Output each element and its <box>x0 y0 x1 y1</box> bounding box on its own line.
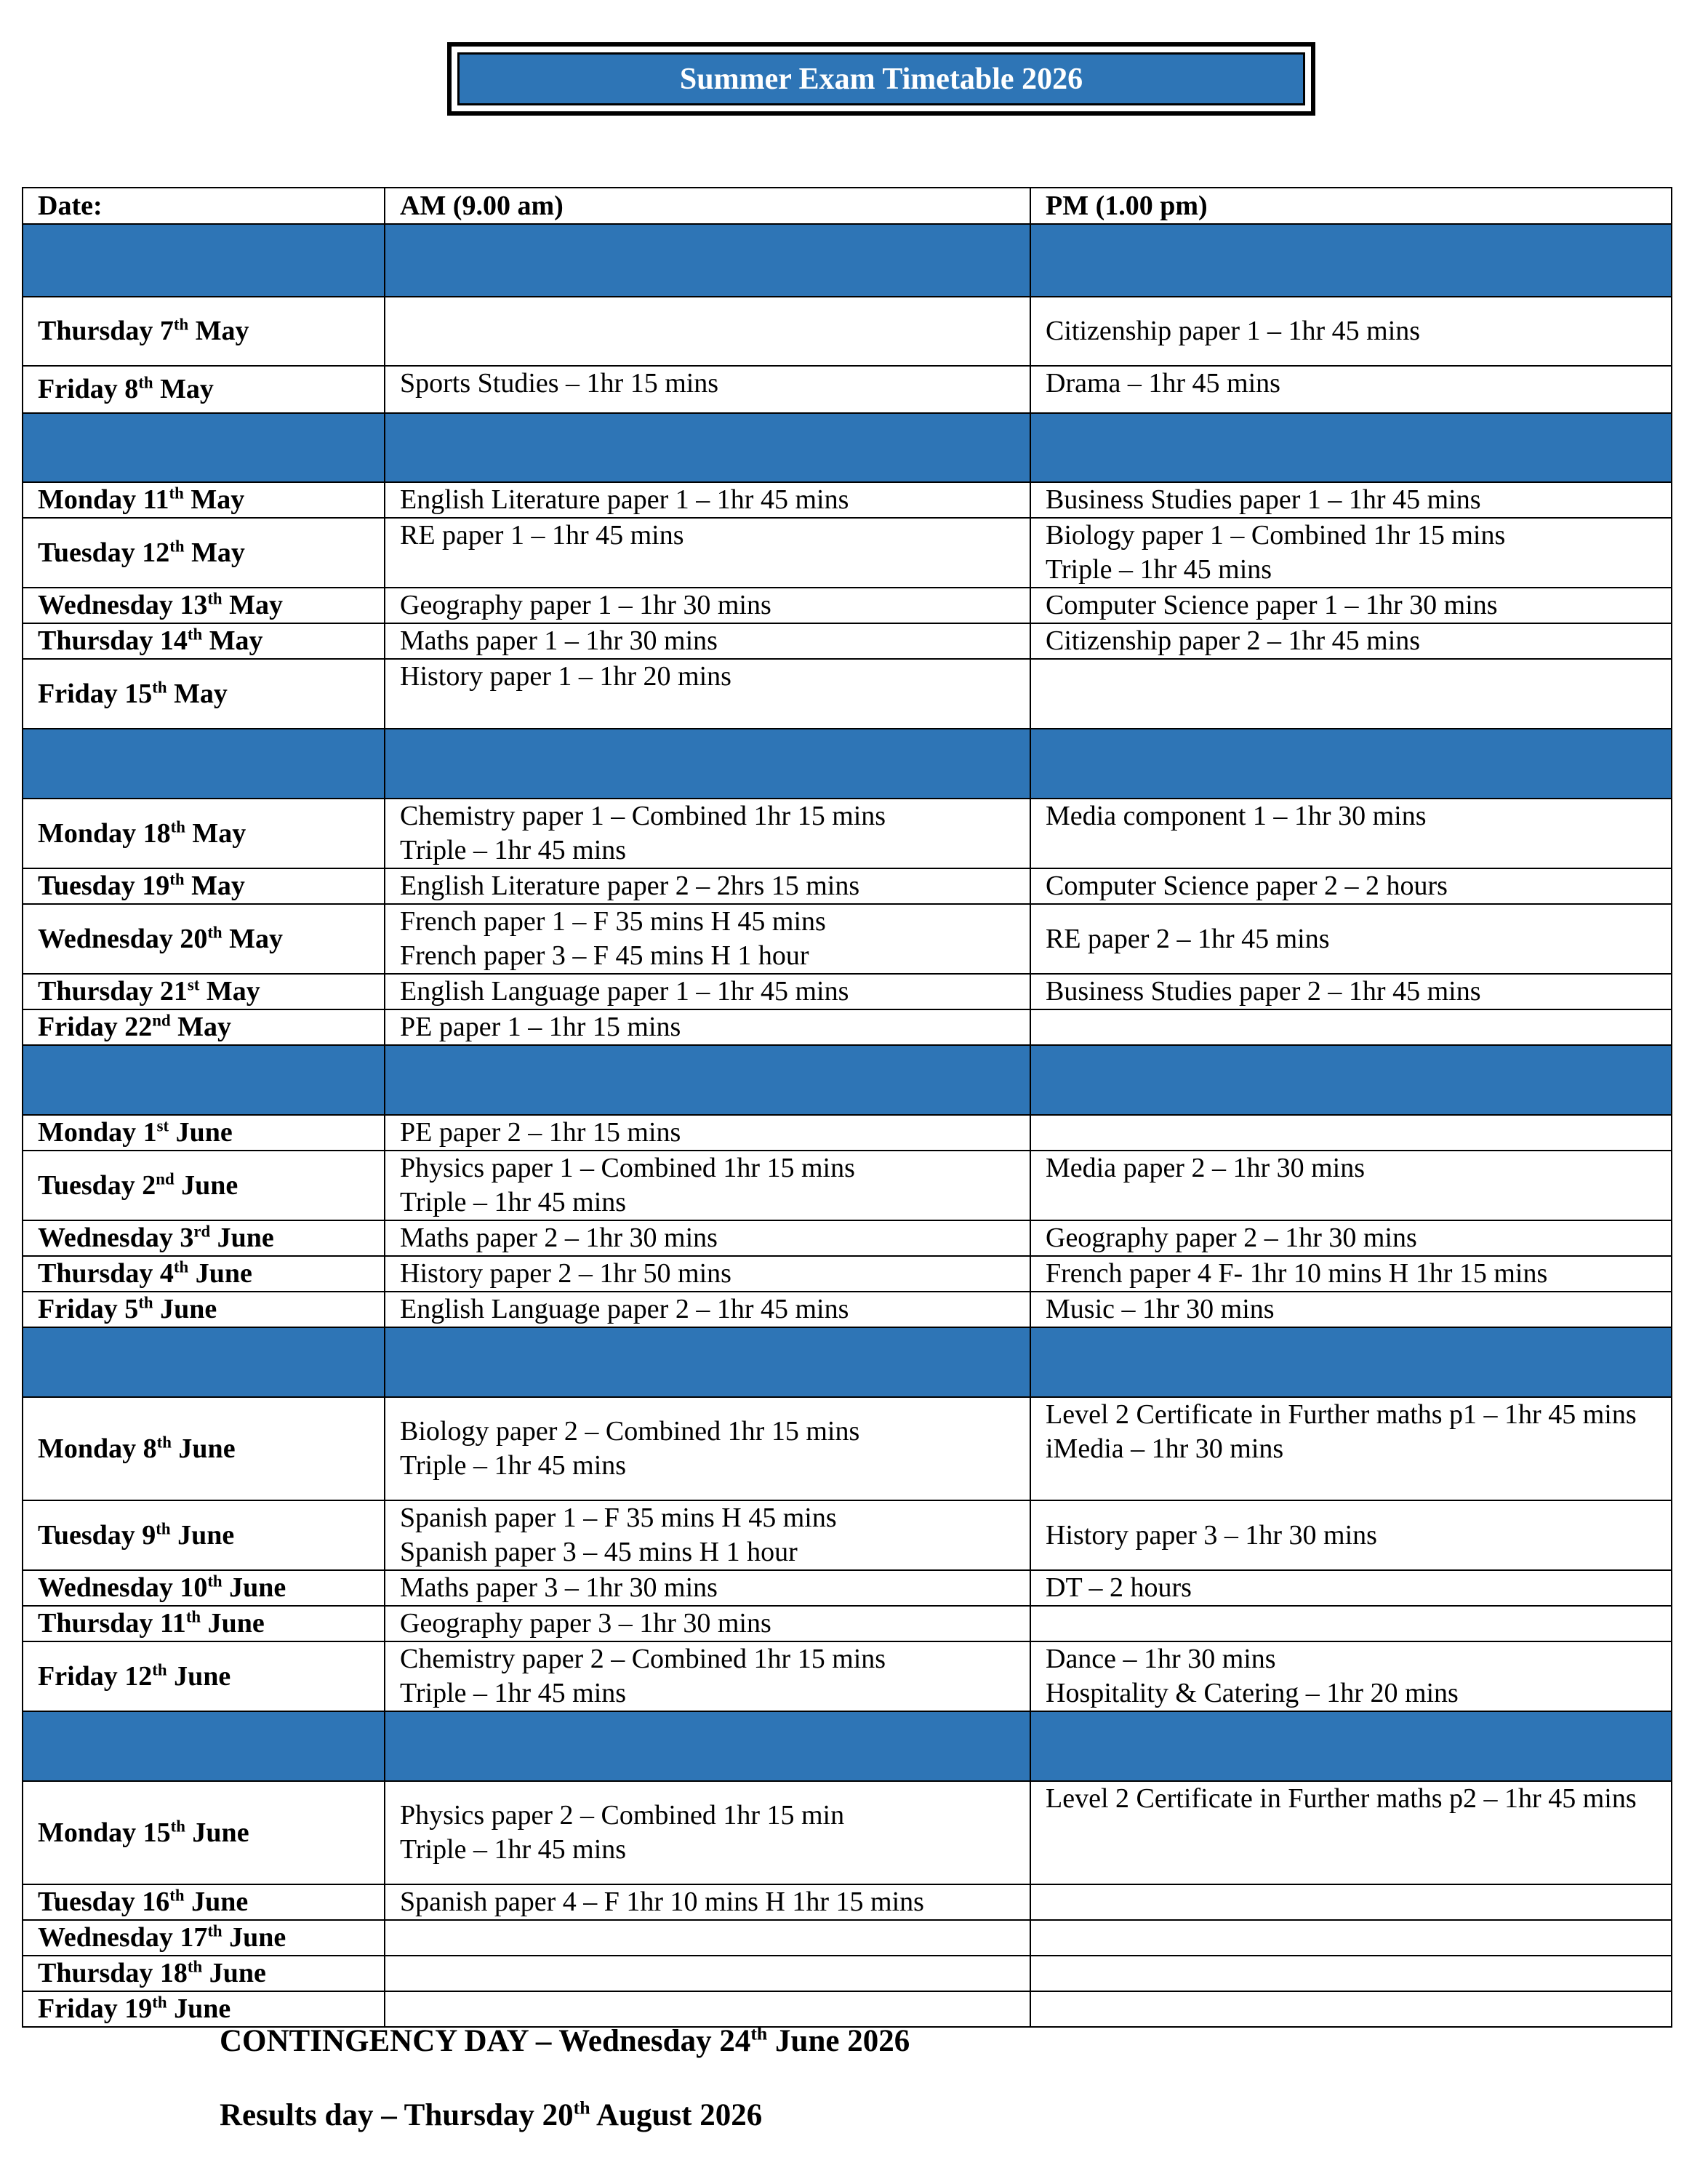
exam-entry: Geography paper 3 – 1hr 30 mins <box>400 1608 771 1639</box>
band-cell <box>1030 224 1672 297</box>
pm-session <box>1030 1781 1672 1884</box>
exam-entry: Chemistry paper 2 – Combined 1hr 15 mins <box>400 1644 886 1674</box>
exam-entry: Level 2 Certificate in Further maths p1 – 1hr 45 mins <box>1046 1399 1637 1430</box>
exam-entry: French paper 3 – F 45 mins H 1 hour <box>400 940 809 971</box>
week-separator-band <box>23 224 1672 297</box>
table-row <box>23 1920 1672 1956</box>
am-session <box>385 1009 1030 1045</box>
exam-entry: English Language paper 2 – 1hr 45 mins <box>400 1294 849 1324</box>
table-row <box>23 1884 1672 1920</box>
exam-date: Friday 22nd May <box>23 1009 385 1045</box>
exam-date: Tuesday 12th May <box>23 518 385 588</box>
exam-entry: History paper 3 – 1hr 30 mins <box>1046 1519 1377 1551</box>
exam-entry: Triple – 1hr 45 mins <box>400 1187 627 1217</box>
exam-entry: Business Studies paper 2 – 1hr 45 mins <box>1046 976 1481 1007</box>
pm-session <box>1030 623 1672 659</box>
pm-session <box>1030 1397 1672 1500</box>
table-row <box>23 974 1672 1009</box>
week-separator-band <box>23 1711 1672 1781</box>
exam-entry: RE paper 2 – 1hr 45 mins <box>1046 923 1330 954</box>
exam-date: Monday 18th May <box>23 799 385 868</box>
pm-session <box>1030 1009 1672 1045</box>
pm-session <box>1030 1151 1672 1220</box>
table-row <box>23 1115 1672 1151</box>
band-cell <box>23 413 385 482</box>
am-session <box>385 366 1030 413</box>
table-row <box>23 868 1672 904</box>
exam-date: Wednesday 3rd June <box>23 1220 385 1256</box>
pm-session <box>1030 1570 1672 1606</box>
table-row <box>23 1500 1672 1570</box>
pm-session <box>1030 974 1672 1009</box>
band-cell <box>385 729 1030 799</box>
exam-entry: Maths paper 2 – 1hr 30 mins <box>400 1223 718 1253</box>
pm-session <box>1030 518 1672 588</box>
table-row <box>23 1009 1672 1045</box>
exam-entry: Biology paper 2 – Combined 1hr 15 mins <box>400 1416 860 1447</box>
table-row <box>23 1151 1672 1220</box>
am-session <box>385 1991 1030 2027</box>
exam-entry: PE paper 2 – 1hr 15 mins <box>400 1117 681 1148</box>
exam-entry: Citizenship paper 2 – 1hr 45 mins <box>1046 625 1421 656</box>
contingency-day <box>220 2023 910 2059</box>
pm-session <box>1030 1956 1672 1991</box>
pm-session <box>1030 1991 1672 2027</box>
band-cell <box>23 1045 385 1115</box>
header-pm: PM (1.00 pm) <box>1030 188 1672 224</box>
exam-date: Friday 12th June <box>23 1641 385 1711</box>
band-cell <box>1030 413 1672 482</box>
results-ordinal: th <box>573 2097 590 2119</box>
exam-entry: PE paper 1 – 1hr 15 mins <box>400 1012 681 1042</box>
exam-date: Thursday 11th June <box>23 1606 385 1641</box>
band-cell <box>385 224 1030 297</box>
table-row <box>23 1606 1672 1641</box>
exam-entry: Citizenship paper 1 – 1hr 45 mins <box>1046 316 1421 346</box>
table-row <box>23 904 1672 974</box>
table-row <box>23 1220 1672 1256</box>
exam-entry: iMedia – 1hr 30 mins <box>1046 1433 1284 1464</box>
exam-date: Tuesday 16th June <box>23 1884 385 1920</box>
band-cell <box>23 224 385 297</box>
page-title: Summer Exam Timetable 2026 <box>457 52 1305 105</box>
pm-session <box>1030 868 1672 904</box>
exam-entry: Spanish paper 1 – F 35 mins H 45 mins <box>400 1503 837 1533</box>
exam-entry: Physics paper 1 – Combined 1hr 15 mins <box>400 1153 855 1183</box>
table-row <box>23 1781 1672 1884</box>
exam-date: Thursday 21st May <box>23 974 385 1009</box>
contingency-ordinal: th <box>750 2023 768 2044</box>
exam-entry: Triple – 1hr 45 mins <box>400 1450 627 1481</box>
am-session <box>385 1115 1030 1151</box>
exam-date: Wednesday 13th May <box>23 588 385 623</box>
exam-entry: Spanish paper 4 – F 1hr 10 mins H 1hr 15 mins <box>400 1887 924 1917</box>
table-row <box>23 366 1672 413</box>
am-session <box>385 904 1030 974</box>
am-session <box>385 588 1030 623</box>
am-session <box>385 1641 1030 1711</box>
exam-entry: Computer Science paper 2 – 2 hours <box>1046 871 1448 901</box>
pm-session <box>1030 482 1672 518</box>
exam-entry: English Language paper 1 – 1hr 45 mins <box>400 976 849 1007</box>
exam-entry: Triple – 1hr 45 mins <box>400 1834 627 1865</box>
exam-entry: English Literature paper 1 – 1hr 45 mins <box>400 484 849 515</box>
exam-entry: Maths paper 3 – 1hr 30 mins <box>400 1572 718 1603</box>
table-row <box>23 799 1672 868</box>
am-session <box>385 1570 1030 1606</box>
exam-entry: Triple – 1hr 45 mins <box>400 1678 627 1708</box>
exam-entry: Level 2 Certificate in Further maths p2 – 1hr 45 mins <box>1046 1783 1637 1814</box>
week-separator-band <box>23 729 1672 799</box>
table-row <box>23 623 1672 659</box>
am-session <box>385 1256 1030 1292</box>
exam-entry: Computer Science paper 1 – 1hr 30 mins <box>1046 590 1498 620</box>
pm-session <box>1030 799 1672 868</box>
exam-entry: History paper 1 – 1hr 20 mins <box>400 661 731 692</box>
exam-timetable <box>22 187 1672 2028</box>
contingency-text: CONTINGENCY DAY – Wednesday 24 <box>220 2024 751 2058</box>
exam-date: Monday 15th June <box>23 1781 385 1884</box>
band-cell <box>1030 1711 1672 1781</box>
band-cell <box>23 729 385 799</box>
title-banner <box>447 42 1315 116</box>
exam-date: Thursday 18th June <box>23 1956 385 1991</box>
exam-entry: Drama – 1hr 45 mins <box>1046 368 1280 399</box>
pm-session <box>1030 1220 1672 1256</box>
exam-entry: Chemistry paper 1 – Combined 1hr 15 mins <box>400 801 886 831</box>
band-cell <box>1030 1045 1672 1115</box>
am-session <box>385 1920 1030 1956</box>
pm-session <box>1030 1920 1672 1956</box>
week-separator-band <box>23 413 1672 482</box>
am-session <box>385 1397 1030 1500</box>
am-session <box>385 623 1030 659</box>
pm-session <box>1030 1256 1672 1292</box>
pm-session <box>1030 1500 1672 1570</box>
exam-date: Wednesday 17th June <box>23 1920 385 1956</box>
exam-entry: Geography paper 2 – 1hr 30 mins <box>1046 1223 1417 1253</box>
exam-date: Monday 1st June <box>23 1115 385 1151</box>
exam-entry: Media paper 2 – 1hr 30 mins <box>1046 1153 1366 1183</box>
table-row <box>23 297 1672 366</box>
exam-entry: Music – 1hr 30 mins <box>1046 1294 1275 1324</box>
table-row <box>23 482 1672 518</box>
table-row <box>23 518 1672 588</box>
week-separator-band <box>23 1045 1672 1115</box>
exam-date: Friday 5th June <box>23 1292 385 1327</box>
am-session <box>385 974 1030 1009</box>
exam-entry: RE paper 1 – 1hr 45 mins <box>400 520 684 551</box>
am-session <box>385 799 1030 868</box>
exam-entry: Hospitality & Catering – 1hr 20 mins <box>1046 1678 1459 1708</box>
band-cell <box>385 1045 1030 1115</box>
am-session <box>385 518 1030 588</box>
exam-entry: French paper 4 F- 1hr 10 mins H 1hr 15 mins <box>1046 1258 1548 1289</box>
exam-entry: Media component 1 – 1hr 30 mins <box>1046 801 1427 831</box>
exam-date: Wednesday 10th June <box>23 1570 385 1606</box>
exam-date: Friday 8th May <box>23 366 385 413</box>
am-session <box>385 868 1030 904</box>
table-row <box>23 1292 1672 1327</box>
exam-entry: Sports Studies – 1hr 15 mins <box>400 368 719 399</box>
exam-date: Thursday 14th May <box>23 623 385 659</box>
table-row <box>23 659 1672 729</box>
exam-entry: Business Studies paper 1 – 1hr 45 mins <box>1046 484 1481 515</box>
pm-session <box>1030 1884 1672 1920</box>
header-date: Date: <box>23 188 385 224</box>
exam-entry: Biology paper 1 – Combined 1hr 15 mins <box>1046 520 1506 551</box>
results-day <box>220 2097 762 2133</box>
table-row <box>23 1956 1672 1991</box>
exam-date: Tuesday 2nd June <box>23 1151 385 1220</box>
exam-entry: Geography paper 1 – 1hr 30 mins <box>400 590 771 620</box>
exam-entry: Spanish paper 3 – 45 mins H 1 hour <box>400 1537 798 1567</box>
exam-date: Monday 8th June <box>23 1397 385 1500</box>
band-cell <box>385 1711 1030 1781</box>
exam-entry: Triple – 1hr 45 mins <box>1046 554 1272 585</box>
exam-entry: History paper 2 – 1hr 50 mins <box>400 1258 731 1289</box>
table-header-row <box>23 188 1672 224</box>
table-row <box>23 1256 1672 1292</box>
band-cell <box>385 413 1030 482</box>
band-cell <box>23 1711 385 1781</box>
am-session <box>385 1500 1030 1570</box>
am-session <box>385 1220 1030 1256</box>
band-cell <box>385 1327 1030 1397</box>
am-session <box>385 659 1030 729</box>
exam-entry: English Literature paper 2 – 2hrs 15 mins <box>400 871 860 901</box>
contingency-month: June 2026 <box>767 2024 910 2058</box>
exam-entry: Physics paper 2 – Combined 1hr 15 min <box>400 1800 845 1831</box>
exam-date: Tuesday 19th May <box>23 868 385 904</box>
results-text: Results day – Thursday 20 <box>220 2098 574 2132</box>
exam-entry: Dance – 1hr 30 mins <box>1046 1644 1276 1674</box>
am-session <box>385 1606 1030 1641</box>
table-row <box>23 588 1672 623</box>
header-am: AM (9.00 am) <box>385 188 1030 224</box>
exam-date: Wednesday 20th May <box>23 904 385 974</box>
table-row <box>23 1570 1672 1606</box>
pm-session <box>1030 588 1672 623</box>
exam-entry: DT – 2 hours <box>1046 1572 1192 1603</box>
table-row <box>23 1991 1672 2027</box>
am-session <box>385 1956 1030 1991</box>
am-session <box>385 1781 1030 1884</box>
exam-date: Thursday 4th June <box>23 1256 385 1292</box>
pm-session <box>1030 659 1672 729</box>
exam-entry: Triple – 1hr 45 mins <box>400 835 627 865</box>
exam-date: Thursday 7th May <box>23 297 385 366</box>
pm-session <box>1030 1641 1672 1711</box>
band-cell <box>23 1327 385 1397</box>
pm-session <box>1030 1606 1672 1641</box>
exam-date: Friday 19th June <box>23 1991 385 2027</box>
exam-date: Monday 11th May <box>23 482 385 518</box>
exam-date: Friday 15th May <box>23 659 385 729</box>
pm-session <box>1030 297 1672 366</box>
exam-entry: French paper 1 – F 35 mins H 45 mins <box>400 906 826 937</box>
week-separator-band <box>23 1327 1672 1397</box>
band-cell <box>1030 1327 1672 1397</box>
am-session <box>385 1884 1030 1920</box>
exam-date: Tuesday 9th June <box>23 1500 385 1570</box>
exam-entry: Maths paper 1 – 1hr 30 mins <box>400 625 718 656</box>
table-row <box>23 1641 1672 1711</box>
pm-session <box>1030 1115 1672 1151</box>
table-row <box>23 1397 1672 1500</box>
results-month: August 2026 <box>590 2098 763 2132</box>
am-session <box>385 1292 1030 1327</box>
pm-session <box>1030 1292 1672 1327</box>
pm-session <box>1030 904 1672 974</box>
band-cell <box>1030 729 1672 799</box>
pm-session <box>1030 366 1672 413</box>
am-session <box>385 482 1030 518</box>
am-session <box>385 1151 1030 1220</box>
am-session <box>385 297 1030 366</box>
